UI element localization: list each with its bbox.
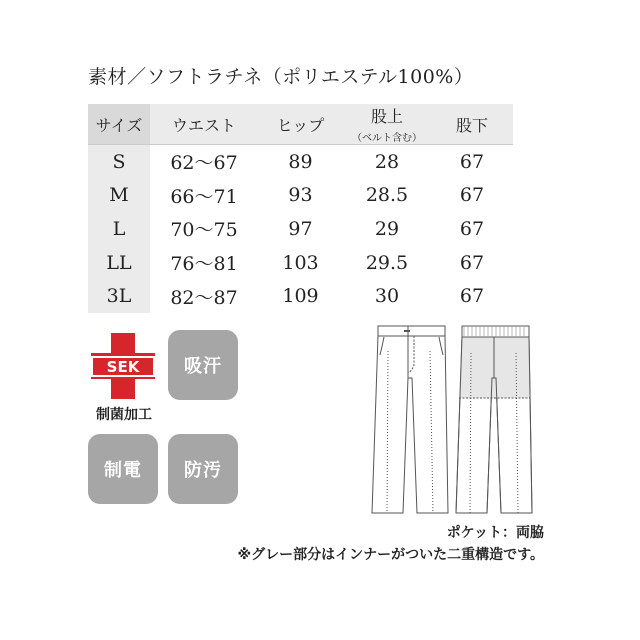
waist-cell: 76～81 <box>170 253 238 276</box>
rise-cell: 29.5 <box>365 251 409 274</box>
header-size: サイズ <box>88 104 150 145</box>
waist-cell: 62～67 <box>170 152 238 175</box>
size-cell: M <box>88 179 150 213</box>
hip-cell: 109 <box>282 285 319 308</box>
waist-cell: 66～71 <box>170 185 238 208</box>
header-rise-label: 股上 <box>370 107 403 126</box>
rise-cell: 28 <box>374 150 400 173</box>
rise-cell: 29 <box>374 217 400 240</box>
header-inseam: 股下 <box>431 104 513 145</box>
inseam-cell: 67 <box>459 285 485 308</box>
hip-cell: 93 <box>288 184 313 207</box>
sek-logo-text: SEK <box>106 358 140 376</box>
table-row <box>88 212 513 246</box>
badge-antistatic: 制電 <box>88 434 158 504</box>
pants-illustration <box>368 323 536 519</box>
gray-inner-note: ※グレー部分はインナーがついた二重構造です。 <box>237 547 544 563</box>
sek-caption: 制菌加工 <box>96 407 152 423</box>
sek-logo-icon <box>88 330 158 402</box>
waist-cell: 70～75 <box>170 219 238 242</box>
hip-cell: 89 <box>288 150 313 173</box>
badge-stain-resistant: 防汚 <box>168 434 238 504</box>
pants-back-illustration <box>456 326 532 513</box>
header-waist: ウエスト <box>150 104 258 145</box>
header-rise <box>343 104 431 145</box>
header-rise-sub: （ベルト含む） <box>352 133 422 144</box>
table-row <box>88 246 513 280</box>
table-header-row <box>88 104 513 145</box>
inseam-cell: 67 <box>459 251 485 274</box>
hip-cell: 103 <box>282 251 319 274</box>
pants-front-illustration <box>372 326 448 513</box>
table-row <box>88 179 513 213</box>
size-cell: 3L <box>88 279 150 313</box>
size-cell: L <box>88 212 150 246</box>
waist-cell: 82～87 <box>170 286 238 309</box>
size-table <box>88 104 513 313</box>
pocket-note: ポケット：両脇 <box>446 525 544 541</box>
rise-cell: 28.5 <box>365 184 409 207</box>
hip-cell: 97 <box>288 217 313 240</box>
inseam-cell: 67 <box>459 184 485 207</box>
table-row <box>88 279 513 313</box>
badge-sweat-absorbent: 吸汗 <box>168 330 238 400</box>
rise-cell: 30 <box>374 285 400 308</box>
inseam-cell: 67 <box>459 150 485 173</box>
table-row <box>88 145 513 179</box>
size-cell: LL <box>88 246 150 280</box>
inseam-cell: 67 <box>459 217 485 240</box>
size-cell: S <box>88 145 150 179</box>
header-hip: ヒップ <box>258 104 343 145</box>
material-label: 素材／ソフトラチネ（ポリエステル100%） <box>88 66 474 88</box>
